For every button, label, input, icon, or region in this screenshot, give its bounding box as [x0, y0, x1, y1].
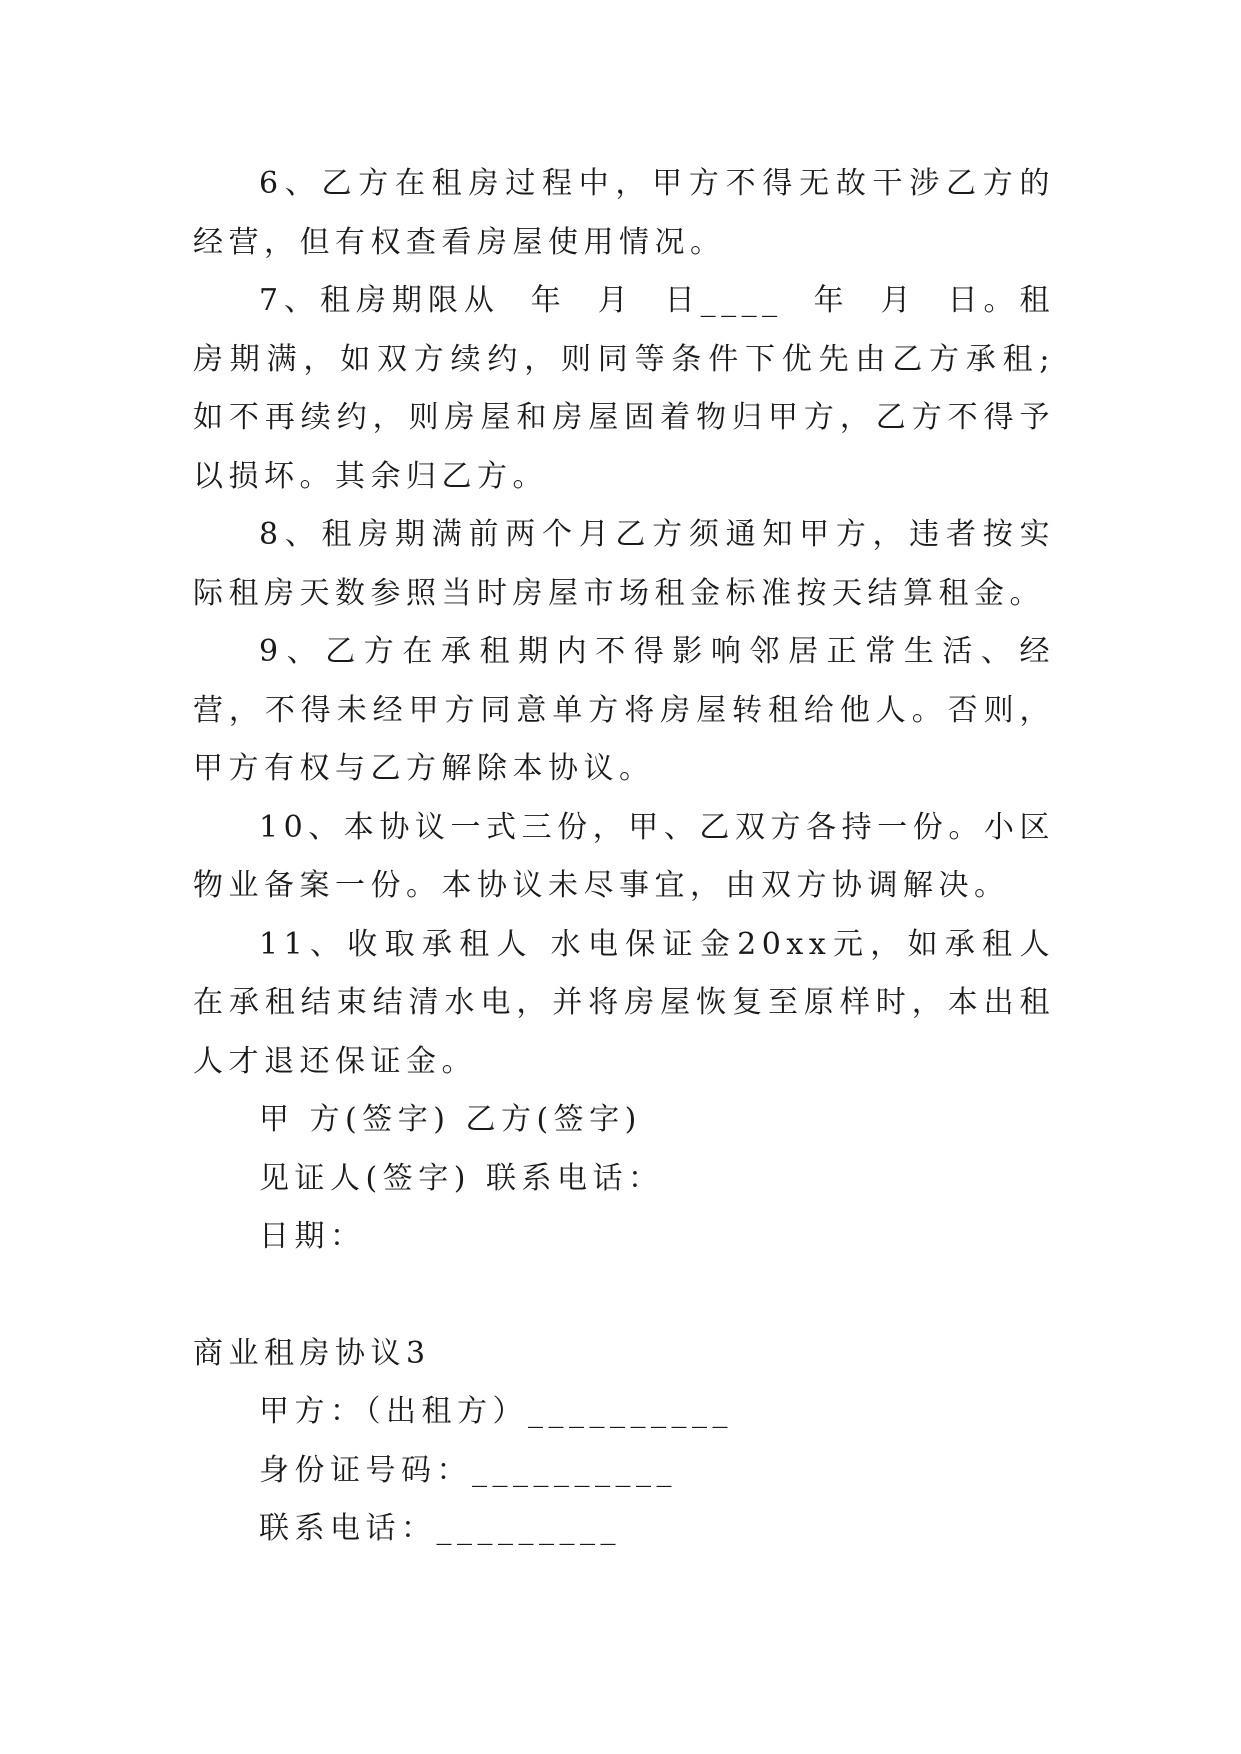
- clause-6: 6、乙方在租房过程中，甲方不得无故干涉乙方的经营，但有权查看房屋使用情况。: [193, 166, 1055, 260]
- clause-11: 11、收取承租人 水电保证金20xx元，如承租人在承租结束结清水电，并将房屋恢复至原样时，本出租人才退还保证金。: [193, 926, 1055, 1079]
- document-body: [193, 155, 1055, 1559]
- section-title: 商业租房协议3: [193, 1335, 431, 1371]
- phone-line: 联系电话：_________: [259, 1511, 621, 1546]
- clause-9: 9、乙方在承租期内不得影响邻居正常生活、经营，不得未经甲方同意单方将房屋转租给他人。否则，甲方有权与乙方解除本协议。: [193, 634, 1055, 786]
- section-gap: [193, 1267, 1055, 1325]
- party-a-line: 甲方：（出租方）__________: [259, 1394, 733, 1429]
- clause-8: 8、租房期满前两个月乙方须通知甲方，违者按实际租房天数参照当时房屋市场租金标准按天结算租金。: [193, 517, 1055, 611]
- signature-witness: 见证人(签字) 联系电话：: [259, 1160, 664, 1196]
- id-number-line: 身份证号码：__________: [259, 1452, 677, 1488]
- clause-7: 7、租房期限从 年 月 日____ 年 月 日。租房期满，如双方续约，则同等条件下优先由乙方承租;如不再续约，则房屋和房屋固着物归甲方，乙方不得予以损坏。其余归乙方。: [193, 283, 1055, 494]
- signature-date: 日期：: [259, 1219, 366, 1254]
- clause-10: 10、本协议一式三份，甲、乙双方各持一份。小区物业备案一份。本协议未尽事宜，由双方协调解决。: [193, 809, 1055, 903]
- signature-parties: 甲 方(签字) 乙方(签字): [259, 1102, 642, 1137]
